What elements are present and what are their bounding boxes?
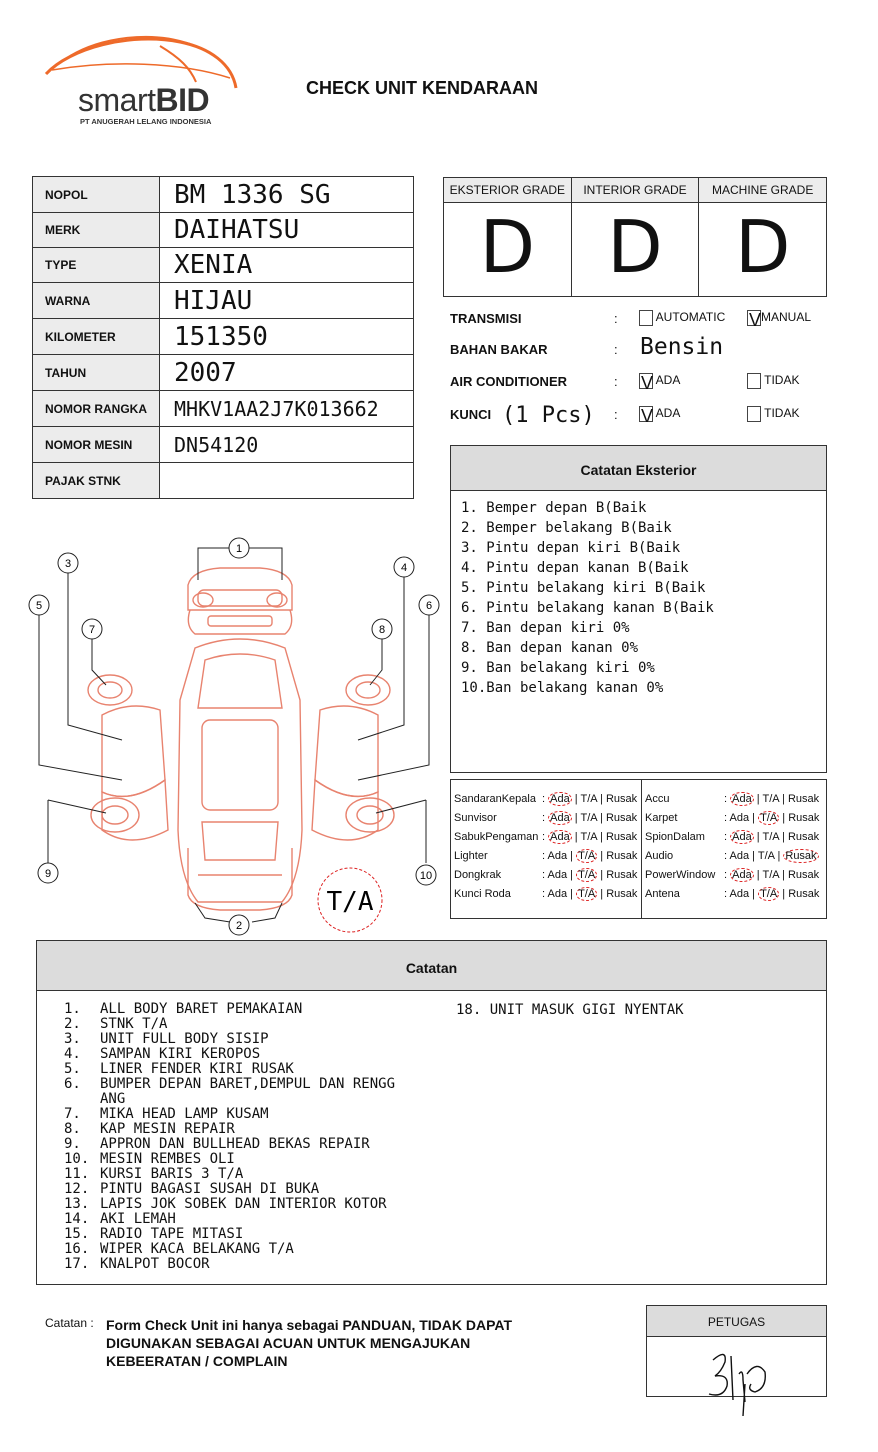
ac-ada-label: ADA [655, 373, 681, 388]
accessory-option-ada[interactable]: Ada [729, 850, 750, 862]
accessory-option-ta[interactable]: T/A [760, 812, 778, 824]
accessory-name: Audio [645, 850, 674, 862]
ac-ada-checkbox[interactable] [639, 373, 654, 393]
accessory-options: : Ada | T/A | Rusak [724, 850, 817, 862]
note-text: LINER FENDER KIRI RUSAK [100, 1061, 294, 1077]
note-number: 8. [64, 1121, 81, 1137]
accessory-row-left [454, 866, 501, 885]
list-item: 8. Ban depan kanan 0% [461, 640, 639, 656]
note-number: 14. [64, 1211, 90, 1227]
kunci-tidak-checkbox[interactable] [747, 406, 761, 422]
interior-grade-value: D [607, 205, 663, 289]
note-text: UNIT FULL BODY SISIP [100, 1031, 269, 1047]
list-item: 10.Ban belakang kanan 0% [461, 680, 664, 696]
nomor-rangka-value: MHKV1AA2J7K013662 [160, 391, 414, 427]
check-mark-icon: V [749, 310, 762, 330]
merk-label: MERK [33, 213, 160, 248]
accessory-option-ada[interactable]: Ada [547, 850, 568, 862]
notes-list [64, 1002, 444, 1272]
colon: : [614, 407, 618, 422]
accessory-options: : Ada | T/A | Rusak [542, 812, 638, 824]
list-item [64, 1227, 444, 1242]
note-text: APPRON DAN BULLHEAD BEKAS REPAIR [100, 1136, 370, 1152]
diagram-marker-4: 4 [400, 562, 408, 574]
list-item [64, 1047, 444, 1062]
car-damage-diagram [20, 530, 445, 940]
diagram-marker-7: 7 [88, 624, 96, 636]
exterior-grade-label: EKSTERIOR GRADE [444, 178, 571, 203]
note-number: 9. [64, 1136, 81, 1152]
notes-extra-item: 18. UNIT MASUK GIGI NYENTAK [456, 1002, 684, 1018]
list-item [64, 1182, 444, 1197]
accessory-option-ada[interactable]: Ada [550, 793, 570, 805]
accessory-option-ta[interactable]: T/A [762, 793, 779, 805]
manual-label: MANUAL [761, 310, 812, 325]
accessory-option-ta[interactable]: T/A [760, 888, 778, 900]
diagram-marker-6: 6 [425, 600, 433, 612]
list-item [64, 1242, 444, 1257]
note-text: ALL BODY BARET PEMAKAIAN [100, 1001, 303, 1017]
accessory-option-ada[interactable]: Ada [547, 869, 568, 881]
list-item: 4. Pintu depan kanan B(Baik [461, 560, 689, 576]
list-item [64, 1197, 444, 1212]
accessory-options: : Ada | T/A | Rusak [724, 793, 820, 805]
list-item [64, 1212, 444, 1227]
brand-tagline: PT ANUGERAH LELANG INDONESIA [80, 117, 212, 126]
note-number: 4. [64, 1046, 81, 1062]
exterior-notes-list [461, 498, 714, 698]
accessory-name: SabukPengaman [454, 831, 539, 843]
accessory-row-left [454, 847, 488, 866]
list-item [64, 1062, 444, 1077]
automatic-checkbox[interactable] [639, 310, 653, 326]
footer-disclaimer [106, 1316, 512, 1370]
list-item [64, 1002, 444, 1017]
kilometer-label: KILOMETER [33, 319, 160, 355]
note-text: KAP MESIN REPAIR [100, 1121, 235, 1137]
list-item: 2. Bemper belakang B(Baik [461, 520, 672, 536]
list-item: 9. Ban belakang kiri 0% [461, 660, 655, 676]
accessory-row-left [454, 828, 538, 847]
accessory-row-right [645, 847, 673, 866]
notes-title: Catatan [37, 941, 826, 991]
note-number: 12. [64, 1181, 90, 1197]
accessory-name: Accu [645, 793, 670, 805]
accessory-row-right [645, 809, 677, 828]
machine-grade-value: D [734, 205, 791, 289]
footer-line: DIGUNAKAN SEBAGAI ACUAN UNTUK MENGAJUKAN [106, 1335, 471, 1351]
grade-panel [443, 177, 827, 297]
accessory-options: : Ada | T/A | Rusak [542, 793, 638, 805]
exterior-notes-title: Catatan Eksterior [451, 446, 826, 491]
list-item [64, 1257, 444, 1272]
list-item: 3. Pintu depan kiri B(Baik [461, 540, 681, 556]
footer-label: Catatan : [45, 1316, 94, 1330]
check-mark-icon: V [641, 406, 654, 426]
footer-line: KEBEERATAN / COMPLAIN [106, 1353, 288, 1369]
note-number: 6. [64, 1076, 81, 1092]
diagram-marker-1: 1 [235, 543, 243, 555]
list-item [64, 1152, 444, 1167]
ac-label: AIR CONDITIONER [450, 374, 567, 389]
accessory-options: : Ada | T/A | Rusak [542, 850, 638, 862]
accessory-option-rusak[interactable]: Rusak [606, 850, 638, 862]
merk-value: DAIHATSU [160, 213, 414, 248]
warna-value: HIJAU [160, 283, 414, 319]
bahan-bakar-row [450, 334, 830, 368]
footer-line: Form Check Unit ini hanya sebagai PANDUAN, TIDAK DAPAT [106, 1317, 513, 1333]
accessory-row-right [645, 866, 715, 885]
colon: : [614, 311, 618, 326]
accessory-row-left [454, 790, 536, 809]
ac-row [450, 374, 830, 400]
kilometer-value: 151350 [160, 319, 414, 355]
accessory-options: : Ada | T/A | Rusak [724, 869, 820, 881]
accessory-option-ada[interactable]: Ada [732, 869, 752, 881]
diagram-marker-8: 8 [378, 624, 386, 636]
note-text: MESIN REMBES OLI [100, 1151, 235, 1167]
note-text: LAPIS JOK SOBEK DAN INTERIOR KOTOR [100, 1196, 387, 1212]
accessory-option-ada[interactable]: Ada [550, 812, 570, 824]
vehicle-info-table [32, 176, 414, 499]
accessory-option-ta[interactable]: T/A [757, 850, 775, 862]
colon: : [614, 342, 618, 357]
accessory-option-ta[interactable]: T/A [762, 831, 779, 843]
note-text: MIKA HEAD LAMP KUSAM [100, 1106, 269, 1122]
accessory-option-rusak[interactable]: Rusak [787, 869, 820, 881]
note-text: PINTU BAGASI SUSAH DI BUKA [100, 1181, 320, 1197]
ac-ada-option[interactable] [639, 373, 681, 393]
accessory-name: Sunvisor [454, 812, 497, 824]
accessory-name: Kunci Roda [454, 888, 511, 900]
officer-box [646, 1305, 827, 1397]
note-text: RADIO TAPE MITASI [100, 1226, 244, 1242]
note-text: SAMPAN KIRI KEROPOS [100, 1046, 261, 1062]
kunci-tidak-label: TIDAK [764, 406, 800, 421]
transmisi-label: TRANSMISI [450, 311, 522, 326]
machine-grade-label: MACHINE GRADE [699, 178, 826, 203]
accessory-name: PowerWindow [645, 869, 716, 881]
list-item [64, 1077, 444, 1107]
nopol-value: BM 1336 SG [160, 177, 414, 213]
tahun-label: TAHUN [33, 355, 160, 391]
brand-name-smart: smart [78, 82, 156, 118]
accessory-options: : Ada | T/A | Rusak [542, 831, 638, 843]
accessory-option-ta[interactable]: T/A [578, 888, 596, 900]
note-number: 1. [64, 1001, 81, 1017]
accessory-option-rusak[interactable]: Rusak [787, 831, 820, 843]
note-number: 11. [64, 1166, 90, 1182]
note-text: KURSI BARIS 3 T/A [100, 1166, 244, 1182]
exterior-grade-value: D [479, 205, 536, 289]
accessory-row-right [645, 790, 669, 809]
ta-stamp: T/A [326, 887, 374, 917]
accessory-option-ta[interactable]: T/A [762, 869, 779, 881]
accessory-option-ada[interactable]: Ada [732, 793, 752, 805]
diagram-marker-5: 5 [35, 600, 43, 612]
note-text: BUMPER DEPAN BARET,DEMPUL DAN RENGG ANG [100, 1076, 404, 1107]
brand-logo [40, 28, 240, 128]
accessory-option-ta[interactable]: T/A [580, 793, 597, 805]
note-text: STNK T/A [100, 1016, 168, 1032]
diagram-marker-3: 3 [64, 558, 72, 570]
accessory-option-rusak[interactable]: Rusak [785, 850, 817, 862]
accessory-option-ada[interactable]: Ada [550, 831, 570, 843]
bahan-bakar-label: BAHAN BAKAR [450, 342, 548, 357]
accessory-options: : Ada | T/A | Rusak [724, 812, 820, 824]
accessory-option-rusak[interactable]: Rusak [788, 888, 820, 900]
accessory-option-ta[interactable]: T/A [578, 850, 596, 862]
accessory-option-rusak[interactable]: Rusak [606, 888, 638, 900]
ac-tidak-option[interactable] [747, 373, 799, 389]
accessory-option-rusak[interactable]: Rusak [787, 793, 820, 805]
officer-label: PETUGAS [647, 1306, 826, 1337]
note-text: AKI LEMAH [100, 1211, 176, 1227]
accessory-option-ta[interactable]: T/A [580, 831, 597, 843]
accessory-options: : Ada | T/A | Rusak [724, 888, 820, 900]
type-label: TYPE [33, 248, 160, 283]
note-number: 7. [64, 1106, 81, 1122]
accessory-row-left [454, 809, 497, 828]
manual-checkbox[interactable] [747, 310, 762, 330]
list-item [64, 1122, 444, 1137]
accessory-name: Karpet [645, 812, 678, 824]
accessory-options: : Ada | T/A | Rusak [724, 831, 820, 843]
accessory-option-rusak[interactable]: Rusak [605, 831, 638, 843]
colon: : [614, 374, 618, 389]
nomor-mesin-value: DN54120 [160, 427, 414, 463]
accessory-option-ta[interactable]: T/A [578, 869, 596, 881]
exterior-notes-panel [450, 445, 827, 773]
nomor-mesin-label: NOMOR MESIN [33, 427, 160, 463]
note-number: 17. [64, 1256, 90, 1272]
ac-tidak-checkbox[interactable] [747, 373, 761, 389]
accessory-name: Lighter [454, 850, 488, 862]
note-text: KNALPOT BOCOR [100, 1256, 210, 1272]
check-mark-icon: V [641, 373, 654, 393]
kunci-row [450, 403, 830, 433]
warna-label: WARNA [33, 283, 160, 319]
machine-grade [699, 178, 826, 296]
ac-tidak-label: TIDAK [764, 373, 800, 388]
kunci-ada-checkbox[interactable] [639, 406, 654, 426]
accessory-option-ada[interactable]: Ada [547, 888, 568, 900]
tahun-value: 2007 [160, 355, 414, 391]
note-number: 10. [64, 1151, 90, 1167]
kunci-label: KUNCI [450, 407, 492, 422]
accessory-options: : Ada | T/A | Rusak [542, 888, 638, 900]
diagram-marker-2: 2 [235, 920, 243, 932]
note-number: 2. [64, 1016, 81, 1032]
kunci-ada-option[interactable] [639, 406, 681, 426]
note-number: 3. [64, 1031, 81, 1047]
automatic-label: AUTOMATIC [655, 310, 726, 325]
diagram-marker-9: 9 [44, 868, 52, 880]
list-item [64, 1032, 444, 1047]
accessory-name: Antena [645, 888, 680, 900]
page-title: CHECK UNIT KENDARAAN [306, 78, 538, 98]
car-outline-icon [88, 568, 394, 910]
interior-grade-label: INTERIOR GRADE [572, 178, 699, 203]
accessory-row-right [645, 885, 680, 904]
brand-name-bid: BID [155, 82, 210, 118]
accessory-options: : Ada | T/A | Rusak [542, 869, 638, 881]
accessory-option-ada[interactable]: Ada [732, 831, 752, 843]
list-item [64, 1107, 444, 1122]
accessory-option-ta[interactable]: T/A [580, 812, 597, 824]
list-item [64, 1017, 444, 1032]
note-text: WIPER KACA BELAKANG T/A [100, 1241, 294, 1257]
note-number: 5. [64, 1061, 81, 1077]
list-item [64, 1137, 444, 1152]
accessory-option-ada[interactable]: Ada [729, 888, 750, 900]
kunci-count: (1 Pcs) [502, 403, 595, 428]
accessory-option-rusak[interactable]: Rusak [605, 793, 638, 805]
list-item: 5. Pintu belakang kiri B(Baik [461, 580, 706, 596]
list-item: 1. Bemper depan B(Baik [461, 500, 647, 516]
type-value: XENIA [160, 248, 414, 283]
list-item [64, 1167, 444, 1182]
exterior-grade [444, 178, 572, 296]
pajak-stnk-value [160, 463, 414, 499]
manual-option[interactable] [747, 310, 812, 330]
accessory-row-right [645, 828, 705, 847]
nopol-label: NOPOL [33, 177, 160, 213]
accessory-row-left [454, 885, 511, 904]
kunci-tidak-option[interactable] [747, 406, 799, 422]
nomor-rangka-label: NOMOR RANGKA [33, 391, 160, 427]
note-number: 16. [64, 1241, 90, 1257]
kunci-ada-label: ADA [655, 406, 681, 421]
accessory-option-ada[interactable]: Ada [729, 812, 750, 824]
diagram-marker-10: 10 [419, 870, 433, 882]
pajak-stnk-label: PAJAK STNK [33, 463, 160, 499]
automatic-option[interactable] [639, 310, 725, 326]
accessories-panel [450, 779, 827, 919]
interior-grade [572, 178, 700, 296]
list-item: 7. Ban depan kiri 0% [461, 620, 630, 636]
accessory-name: Dongkrak [454, 869, 502, 881]
accessory-option-rusak[interactable]: Rusak [606, 869, 638, 881]
signature-icon [647, 1340, 828, 1420]
bahan-bakar-value: Bensin [640, 334, 724, 360]
accessory-option-rusak[interactable]: Rusak [605, 812, 638, 824]
accessory-name: SandaranKepala [454, 793, 536, 805]
accessory-option-rusak[interactable]: Rusak [788, 812, 820, 824]
accessory-name: SpionDalam [645, 831, 705, 843]
list-item: 6. Pintu belakang kanan B(Baik [461, 600, 714, 616]
note-number: 13. [64, 1196, 90, 1212]
note-number: 15. [64, 1226, 90, 1242]
